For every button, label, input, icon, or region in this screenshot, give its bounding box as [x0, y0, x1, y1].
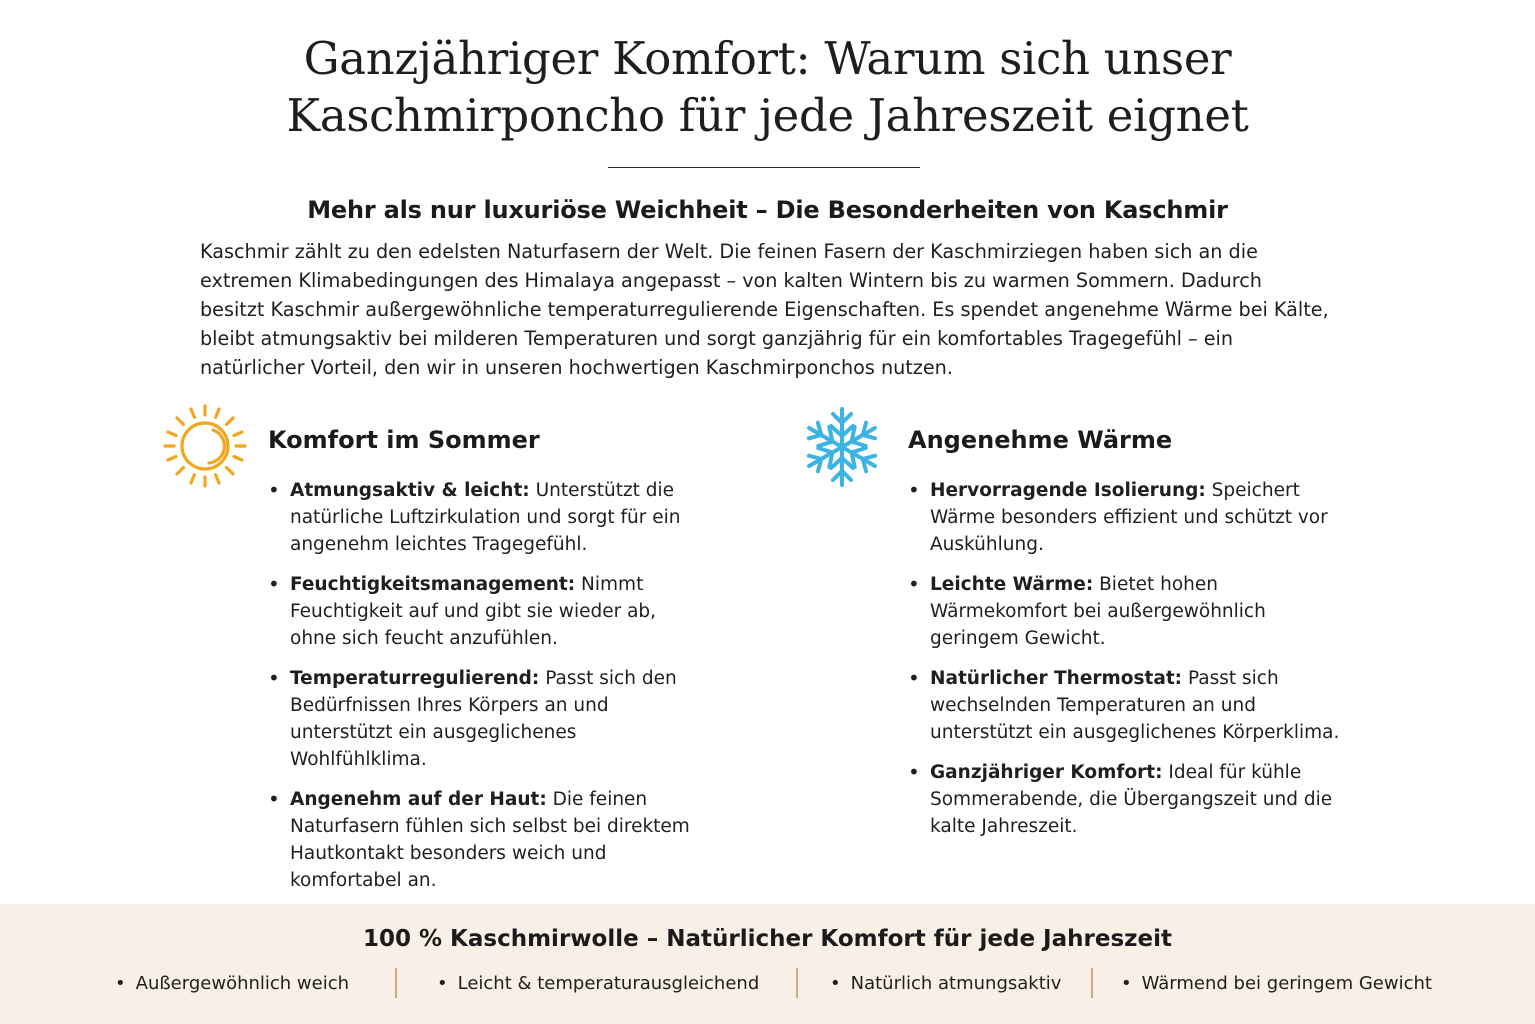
list-item-label: Natürlicher Thermostat: [930, 668, 1183, 689]
summer-heading: Komfort im Sommer [268, 426, 540, 454]
page-title [0, 30, 1535, 144]
winter-list [908, 477, 1348, 853]
page-title-line-2: Kaschmirponcho für jede Jahreszeit eignet [286, 89, 1249, 142]
list-item-label: Feuchtigkeitsmanagement: [290, 574, 576, 595]
list-item-text: Die feinen Naturfasern fühlen sich selbst bei direktem Hautkontakt besonders weich und komfortabel an. [290, 789, 690, 891]
footer-feature-label: Leicht & temperaturausgleichend [457, 973, 760, 994]
list-item-text: Bietet hohen Wärmekomfort bei außergewöhnlich geringem Gewicht. [930, 574, 1266, 649]
footer-title: 100 % Kaschmirwolle – Natürlicher Komfort für jede Jahreszeit [362, 926, 1172, 952]
list-item-text: Speichert Wärme besonders effizient und schützt vor Auskühlung. [930, 480, 1328, 555]
list-item-text: Nimmt Feuchtigkeit auf und gibt sie wieder ab, ohne sich feucht anzufühlen. [290, 574, 657, 649]
list-item-text: Passt sich wechselnden Temperaturen an und unterstützt ein ausgeglichenes Körperklima. [930, 668, 1340, 743]
title-divider [608, 167, 920, 168]
list-item [908, 665, 1348, 746]
list-item-label: Temperaturregulierend: [290, 668, 540, 689]
list-item [268, 571, 708, 652]
snowflake-icon [803, 400, 891, 492]
footer-feature-label: Natürlich atmungsaktiv [850, 973, 1062, 994]
list-item [268, 477, 708, 558]
footer-feature-label: Wärmend bei geringem Gewicht [1141, 973, 1432, 994]
footer-separator [796, 968, 798, 998]
list-item-label: Angenehm auf der Haut: [290, 789, 547, 810]
list-item-label: Hervorragende Isolierung: [930, 480, 1206, 501]
bullet-icon: • [830, 973, 841, 994]
sun-icon [163, 400, 251, 492]
list-item [268, 665, 708, 773]
footer-feature [1121, 973, 1432, 994]
list-item-label: Leichte Wärme: [930, 574, 1094, 595]
list-item-text: Passt sich den Bedürfnissen Ihres Körpers an und unterstützt ein ausgeglichenes Wohlfühlklima. [290, 668, 677, 770]
list-item [908, 571, 1348, 652]
bullet-icon: • [1121, 973, 1132, 994]
intro-heading: Mehr als nur luxuriöse Weichheit – Die Besonderheiten von Kaschmir [307, 196, 1228, 224]
list-item [908, 477, 1348, 558]
list-item-text: Unterstützt die natürliche Luftzirkulation und sorgt für ein angenehm leichtes Tragegefühl. [290, 480, 681, 555]
footer-feature [830, 973, 1061, 994]
list-item-text: Ideal für kühle Sommerabende, die Übergangszeit und die kalte Jahreszeit. [930, 762, 1333, 837]
bullet-icon: • [115, 973, 126, 994]
page-title-line-1: Ganzjähriger Komfort: Warum sich unser [303, 32, 1232, 85]
footer-separator [1091, 968, 1093, 998]
list-item [908, 759, 1348, 840]
bullet-icon: • [437, 973, 448, 994]
intro-text: Kaschmir zählt zu den edelsten Naturfasern der Welt. Die feinen Fasern der Kaschmirziegen haben sich an die extremen Klimabedingungen des Himalaya angepasst – von kalten Wintern bis zu warmen Sommern. Dadurch besitzt Kaschmir außergewöhnliche temperaturregulierende Eigenschaften. Es spendet angenehme Wärme bei Kälte, bleibt atmungsaktiv bei milderen Temperaturen und sorgt ganzjährig für ein komfortables Tragegefühl – ein natürlicher Vorteil, den wir in unseren hochwertigen Kaschmirponchos nutzen. [200, 240, 1329, 379]
list-item-label: Atmungsaktiv & leicht: [290, 480, 530, 501]
summer-list [268, 477, 708, 907]
footer-separator [395, 968, 397, 998]
list-item [268, 786, 708, 894]
footer-feature-label: Außergewöhnlich weich [135, 973, 350, 994]
winter-heading: Angenehme Wärme [908, 426, 1173, 454]
footer-feature [437, 973, 759, 994]
footer-band [0, 904, 1535, 1024]
list-item-label: Ganzjähriger Komfort: [930, 762, 1163, 783]
footer-feature [115, 973, 349, 994]
